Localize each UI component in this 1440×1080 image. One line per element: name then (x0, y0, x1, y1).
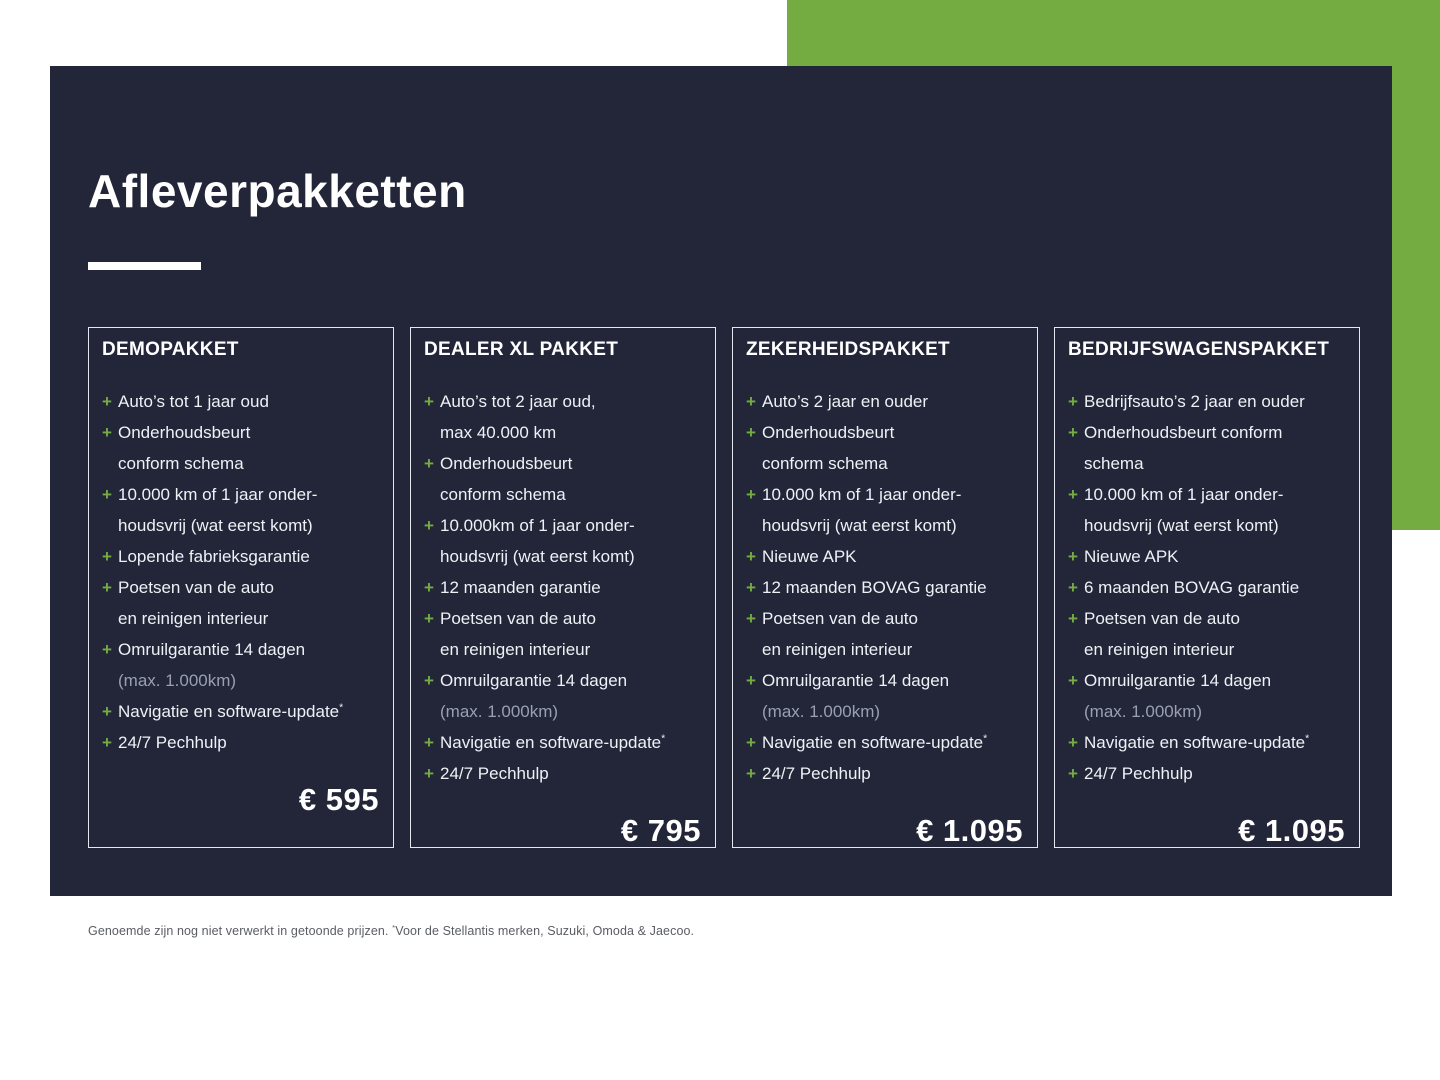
feature-line: 10.000 km of 1 jaar onder- (118, 485, 318, 504)
feature-line: 10.000km of 1 jaar onder- (440, 516, 635, 535)
feature-item (102, 541, 380, 572)
feature-line: 24/7 Pechhulp (118, 733, 227, 752)
feature-line: Navigatie en software-update* (1084, 732, 1310, 752)
feature-item (424, 665, 702, 727)
plus-icon: + (746, 764, 756, 783)
plus-icon: + (746, 733, 756, 752)
package-card (732, 327, 1038, 848)
feature-line: en reinigen interieur (1084, 640, 1235, 659)
feature-line: Poetsen van de auto (118, 578, 274, 597)
plus-icon: + (746, 609, 756, 628)
plus-icon: + (102, 578, 112, 597)
feature-item (102, 417, 380, 479)
feature-line: Onderhoudsbeurt (440, 454, 573, 473)
feature-line: Poetsen van de auto (762, 609, 918, 628)
plus-icon: + (424, 733, 434, 752)
feature-item (746, 603, 1024, 665)
feature-item (746, 572, 1024, 603)
feature-line: Auto’s tot 1 jaar oud (118, 392, 269, 411)
feature-line: (max. 1.000km) (440, 702, 559, 721)
feature-line: Nieuwe APK (762, 547, 857, 566)
feature-line: en reinigen interieur (118, 609, 269, 628)
feature-item (102, 386, 380, 417)
feature-item (1068, 727, 1346, 758)
feature-line: Omruilgarantie 14 dagen (1084, 671, 1272, 690)
feature-item (424, 510, 702, 572)
feature-line: 24/7 Pechhulp (762, 764, 871, 783)
feature-line: 12 maanden BOVAG garantie (762, 578, 987, 597)
package-card (410, 327, 716, 848)
footnote (88, 924, 694, 938)
feature-line: Onderhoudsbeurt (118, 423, 251, 442)
footnote-text-after: Voor de Stellantis merken, Suzuki, Omoda & Jaecoo. (395, 924, 695, 938)
feature-line: 6 maanden BOVAG garantie (1084, 578, 1300, 597)
plus-icon: + (102, 640, 112, 659)
feature-item (746, 665, 1024, 727)
feature-item (1068, 665, 1346, 727)
feature-item (746, 479, 1024, 541)
feature-line: 12 maanden garantie (440, 578, 601, 597)
package-cards (88, 327, 1360, 848)
feature-line: Navigatie en software-update* (118, 701, 344, 721)
feature-line: (max. 1.000km) (762, 702, 881, 721)
footnote-marker-icon: * (983, 732, 988, 745)
package-price: € 595 (298, 782, 379, 817)
feature-item (424, 448, 702, 510)
feature-line: Onderhoudsbeurt conform (1084, 423, 1283, 442)
feature-line: Onderhoudsbeurt (762, 423, 895, 442)
plus-icon: + (424, 454, 434, 473)
feature-line: Omruilgarantie 14 dagen (762, 671, 950, 690)
plus-icon: + (746, 423, 756, 442)
feature-line: 10.000 km of 1 jaar onder- (1084, 485, 1284, 504)
plus-icon: + (1068, 485, 1078, 504)
feature-line: en reinigen interieur (762, 640, 913, 659)
plus-icon: + (424, 671, 434, 690)
plus-icon: + (424, 609, 434, 628)
title-underline (88, 262, 201, 270)
plus-icon: + (424, 578, 434, 597)
feature-line: Lopende fabrieksgarantie (118, 547, 310, 566)
feature-item (424, 727, 702, 758)
feature-item (102, 479, 380, 541)
feature-item (746, 758, 1024, 789)
feature-item (746, 727, 1024, 758)
packages-panel (50, 66, 1392, 896)
feature-line: (max. 1.000km) (1084, 702, 1203, 721)
feature-line: max 40.000 km (440, 423, 557, 442)
plus-icon: + (424, 392, 434, 411)
package-card-title: BEDRIJFSWAGENSPAKKET (1068, 339, 1330, 360)
feature-line: 10.000 km of 1 jaar onder- (762, 485, 962, 504)
feature-item (1068, 386, 1346, 417)
feature-line: (max. 1.000km) (118, 671, 237, 690)
feature-line: houdsvrij (wat eerst komt) (118, 516, 313, 535)
footnote-marker-icon: * (661, 732, 666, 745)
package-card-title: DEMOPAKKET (102, 339, 239, 360)
footnote-marker-icon: * (339, 701, 344, 714)
feature-line: houdsvrij (wat eerst komt) (440, 547, 635, 566)
package-card-title: DEALER XL PAKKET (424, 339, 619, 360)
package-price: € 1.095 (916, 813, 1023, 848)
feature-line: 24/7 Pechhulp (1084, 764, 1193, 783)
feature-line: Nieuwe APK (1084, 547, 1179, 566)
feature-item (424, 386, 702, 448)
package-card (1054, 327, 1360, 848)
plus-icon: + (1068, 671, 1078, 690)
plus-icon: + (1068, 764, 1078, 783)
feature-list (746, 386, 1024, 789)
plus-icon: + (424, 764, 434, 783)
feature-item (102, 727, 380, 758)
feature-item (424, 572, 702, 603)
footnote-marker-icon: * (1305, 732, 1310, 745)
feature-item (1068, 417, 1346, 479)
plus-icon: + (1068, 733, 1078, 752)
footnote-text-before: Genoemde zijn nog niet verwerkt in getoonde prijzen. (88, 924, 393, 938)
feature-list (102, 386, 380, 758)
feature-item (1068, 758, 1346, 789)
plus-icon: + (102, 547, 112, 566)
feature-line: Omruilgarantie 14 dagen (440, 671, 628, 690)
plus-icon: + (1068, 423, 1078, 442)
plus-icon: + (424, 516, 434, 535)
feature-item (746, 386, 1024, 417)
plus-icon: + (1068, 609, 1078, 628)
plus-icon: + (102, 702, 112, 721)
feature-list (1068, 386, 1346, 789)
feature-line: houdsvrij (wat eerst komt) (762, 516, 957, 535)
plus-icon: + (746, 547, 756, 566)
feature-line: 24/7 Pechhulp (440, 764, 549, 783)
feature-item (1068, 541, 1346, 572)
plus-icon: + (746, 578, 756, 597)
feature-item (424, 758, 702, 789)
package-price: € 1.095 (1238, 813, 1345, 848)
plus-icon: + (746, 392, 756, 411)
feature-line: Omruilgarantie 14 dagen (118, 640, 306, 659)
plus-icon: + (1068, 392, 1078, 411)
feature-item (424, 603, 702, 665)
feature-line: en reinigen interieur (440, 640, 591, 659)
feature-item (746, 541, 1024, 572)
feature-line: schema (1084, 454, 1144, 473)
feature-item (102, 696, 380, 727)
feature-line: houdsvrij (wat eerst komt) (1084, 516, 1279, 535)
package-card (88, 327, 394, 848)
feature-item (1068, 479, 1346, 541)
feature-list (424, 386, 702, 789)
plus-icon: + (1068, 578, 1078, 597)
plus-icon: + (746, 671, 756, 690)
feature-line: Navigatie en software-update* (762, 732, 988, 752)
feature-line: Poetsen van de auto (440, 609, 596, 628)
feature-line: Navigatie en software-update* (440, 732, 666, 752)
feature-line: Auto’s 2 jaar en ouder (762, 392, 929, 411)
plus-icon: + (746, 485, 756, 504)
feature-item (102, 634, 380, 696)
feature-line: conform schema (440, 485, 566, 504)
plus-icon: + (102, 733, 112, 752)
plus-icon: + (102, 392, 112, 411)
plus-icon: + (102, 485, 112, 504)
feature-line: conform schema (762, 454, 888, 473)
footnote-asterisk: * (392, 922, 396, 932)
page-title: Afleverpakketten (88, 165, 467, 217)
feature-line: Bedrijfsauto’s 2 jaar en ouder (1084, 392, 1305, 411)
feature-line: conform schema (118, 454, 244, 473)
feature-item (102, 572, 380, 634)
feature-item (746, 417, 1024, 479)
plus-icon: + (102, 423, 112, 442)
plus-icon: + (1068, 547, 1078, 566)
package-price: € 795 (620, 813, 701, 848)
feature-line: Auto’s tot 2 jaar oud, (440, 392, 596, 411)
package-card-title: ZEKERHEIDSPAKKET (746, 339, 950, 360)
feature-item (1068, 572, 1346, 603)
feature-line: Poetsen van de auto (1084, 609, 1240, 628)
feature-item (1068, 603, 1346, 665)
